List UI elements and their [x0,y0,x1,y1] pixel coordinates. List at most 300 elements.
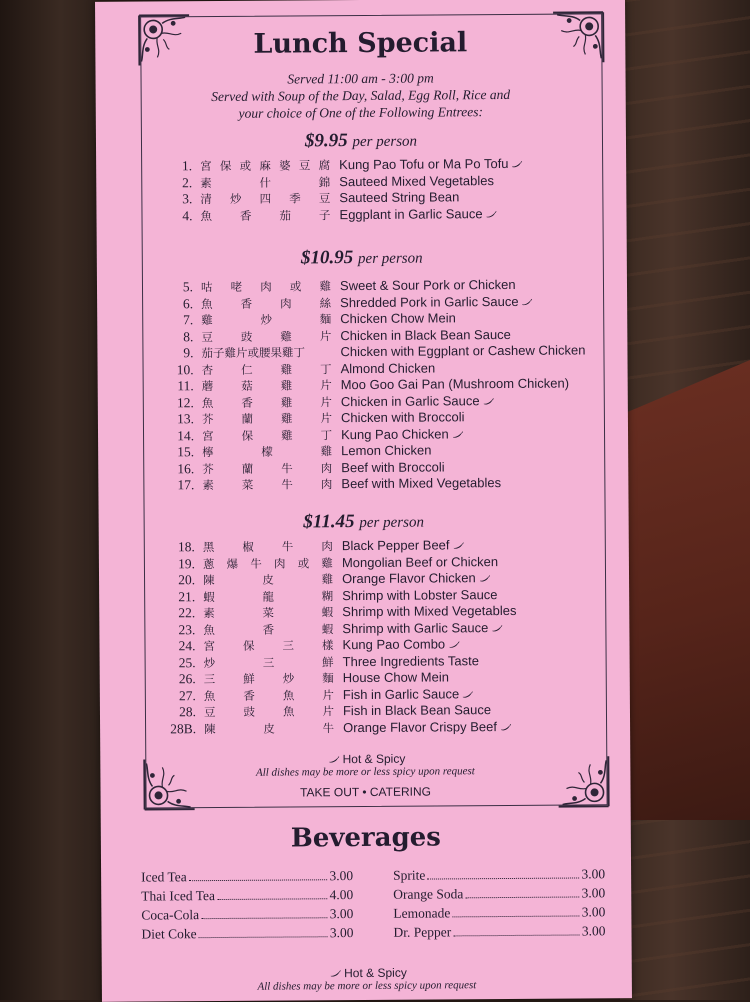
item-english-text: Sauteed Mixed Vegetables [339,172,494,189]
pepper-icon [522,298,533,305]
item-english-name [341,376,569,393]
item-english-name [339,156,522,172]
menu-page [95,0,632,1002]
item-english-text: Kung Pao Combo [342,636,446,653]
item-number: 5. [182,279,194,295]
item-english-text: Chicken Chow Mein [340,310,456,327]
item-number: 1. [181,158,193,174]
item-number: 10. [176,361,194,377]
beverage-name: Thai Iced Tea [141,888,216,904]
chinese-char: 豆 [298,158,311,173]
chinese-char: 絲 [319,295,332,310]
chinese-char: 什 [259,175,272,190]
item-english-name [342,570,490,586]
item-number: 13. [176,411,194,427]
chinese-char: 陳 [204,721,216,736]
item-chinese-name [202,410,332,427]
item-chinese-name [201,278,331,295]
item-english-name [342,537,464,553]
chinese-char: 魚 [282,704,295,719]
intro-line-3: your choice of One of the Following Entrees: [238,104,483,121]
price-value: $10.95 [300,247,354,269]
chinese-char: 素 [202,478,214,493]
chinese-char: 肉 [280,295,292,311]
chinese-char: 炒 [282,671,295,686]
dot-leader [427,877,579,879]
intro-line-2: Served with Soup of the Day, Salad, Egg Roll, Rice and [211,86,511,105]
dot-leader [201,917,328,919]
chinese-char: 椒 [242,539,254,554]
chinese-char: 雞 [280,361,293,377]
item-number: 27. [178,687,196,703]
dot-leader [452,915,579,917]
item-number: 22. [178,605,196,621]
chinese-char: 樣 [321,638,334,653]
item-number: 19. [178,555,195,571]
per-person-label: per person [352,133,418,151]
item-number: 23. [178,621,196,637]
chinese-char: 皮 [263,721,275,736]
price-value: $9.95 [304,130,348,152]
item-number: 18. [177,539,195,555]
item-english-name [343,702,491,718]
chinese-char: 芥 [201,412,214,427]
beverage-name: Diet Coke [141,926,197,942]
item-number: 2. [182,174,193,190]
item-english-text: Kung Pao Chicken [340,425,449,442]
item-chinese-name [203,621,333,638]
item-number: 20. [178,572,196,588]
item-number: 17. [177,477,195,493]
per-person-label: per person [357,250,423,268]
beverage-name: Lemonade [393,905,451,921]
chinese-char: 肉 [320,477,333,492]
item-number: 21. [178,588,196,604]
chinese-char: 丁 [320,427,333,442]
item-english-name [341,360,436,376]
chinese-char: 蘑 [201,379,214,394]
item-english-text: Lemon Chicken [341,442,432,459]
item-english-name [343,686,473,702]
spicy-request-note: All dishes may be more or less spicy upon request [255,765,475,779]
item-chinese-name [204,670,334,687]
item-english-text: Chicken in Black Bean Sauce [340,326,511,343]
chinese-char: 檸 [202,445,214,460]
item-chinese-name [200,174,330,191]
beverage-name: Iced Tea [141,869,187,885]
chinese-char: 蝦 [203,589,215,604]
item-english-text: Shredded Pork in Garlic Sauce [340,293,519,310]
chinese-char: 子 [318,207,331,222]
chinese-char: 片 [320,378,332,393]
beverage-name: Orange Soda [393,886,464,902]
chinese-char: 爆 [226,556,239,571]
chinese-char: 魚 [282,687,295,703]
chinese-char: 牛 [281,477,293,492]
chinese-char: 鮮 [243,671,255,686]
chinese-char: 豉 [243,704,256,719]
chinese-char: 牛 [322,720,335,735]
item-english-text: Chicken with Eggplant or Cashew Chicken [340,342,586,360]
chinese-char: 咕 [200,280,213,295]
item-number: 14. [177,427,195,443]
item-chinese-name [204,654,334,671]
chinese-char: 三 [262,655,275,670]
item-english-name [340,310,456,326]
beverages-title: Beverages [290,822,441,854]
chinese-char: 蘭 [241,411,253,426]
chinese-char: 皮 [262,572,274,587]
chinese-char: 清 [200,192,212,207]
menu-item-list [97,276,628,494]
item-chinese-name [200,207,330,224]
pepper-icon [479,575,490,582]
chinese-char: 雞 [280,394,293,410]
dot-leader [199,936,328,938]
chinese-char: 片 [322,687,334,702]
item-english-name [343,718,511,734]
chinese-char: 糊 [321,588,334,603]
chinese-char: 陳 [202,573,215,588]
serving-hours: Served 11:00 am - 3:00 pm [287,70,434,87]
item-english-text: Orange Flavor Crispy Beef [343,718,498,735]
chinese-char: 鮮 [322,654,334,669]
chinese-char: 魚 [200,208,213,223]
chinese-char: 或 [239,158,252,173]
item-chinese-name [201,311,331,328]
item-english-name [340,326,511,342]
beverage-item [141,868,353,885]
item-english-name [339,173,494,189]
chinese-char: 三 [203,672,216,687]
item-english-text: Eggplant in Garlic Sauce [339,205,483,222]
item-chinese-name [203,555,333,572]
item-english-name [342,636,459,652]
pepper-icon [448,641,459,648]
chinese-char: 魚 [201,296,213,311]
chinese-char: 四 [259,191,272,206]
item-number: 6. [182,295,194,311]
chinese-char: 龍 [262,589,274,604]
price-heading [96,128,626,154]
chinese-char: 宮 [203,639,216,654]
chinese-char: 宮 [200,159,212,174]
item-chinese-name [203,604,333,621]
chinese-char: 豉 [240,329,253,344]
chinese-char: 魚 [201,395,214,410]
item-english-text: Almond Chicken [340,359,436,376]
item-english-text: Fish in Garlic Sauce [342,685,460,702]
beverage-price: 4.00 [329,887,354,903]
chinese-char: 魚 [203,688,216,703]
item-english-text: Orange Flavor Chicken [341,570,476,587]
chinese-char: 炒 [260,312,273,327]
beverage-name: Sprite [393,867,426,883]
chinese-char: 香 [240,296,253,311]
chinese-char: 麵 [322,671,334,686]
pepper-icon [452,431,463,438]
chinese-char: 牛 [281,460,293,476]
hot-spicy-label: Hot & Spicy [342,751,406,767]
item-chinese-name [204,687,334,704]
item-english-text: Beef with Broccoli [341,458,445,475]
chinese-char: 魚 [203,622,215,637]
chinese-char: 保 [219,158,232,173]
chinese-char: 肉 [273,556,286,571]
per-person-label: per person [359,514,424,532]
item-number: 8. [183,328,194,344]
chinese-char: 肉 [321,539,333,554]
item-english-text: Kung Pao Tofu or Ma Po Tofu [339,155,509,173]
chinese-char: 雞 [319,279,332,294]
chinese-char: 片 [320,411,332,426]
item-chinese-name [202,476,332,493]
chinese-char: 雞 [321,572,334,587]
item-number: 7. [183,312,194,328]
beverage-item [393,866,605,883]
dot-leader [453,934,580,936]
beverage-name: Coca-Cola [141,907,200,923]
beverage-item [141,906,353,923]
chinese-char: 片 [319,328,332,343]
item-english-text: Shrimp with Mixed Vegetables [342,602,517,620]
menu-item-list [99,536,630,738]
chinese-char: 香 [239,208,252,223]
item-chinese-name [202,460,332,477]
chinese-char: 菇 [241,378,253,393]
chinese-char: 片 [322,704,335,719]
chinese-char: 牛 [281,539,294,554]
pepper-icon [328,756,339,763]
spicy-request-note: All dishes may be more or less spicy upon request [257,979,477,993]
pepper-icon [483,398,494,405]
item-chinese-name [202,361,332,378]
chinese-char: 片 [320,394,332,409]
beverage-item [393,923,605,940]
chinese-char: 肉 [320,460,333,475]
item-english-name [342,554,498,570]
pepper-icon [491,625,502,632]
chinese-char: 丁 [320,361,332,376]
chinese-char: 菜 [241,477,254,492]
chinese-char: 素 [203,606,215,621]
chinese-char: 杏 [201,362,214,377]
chinese-char: 三 [282,638,295,653]
beverage-price: 3.00 [329,868,354,884]
item-english-name [342,620,502,636]
beverage-name: Dr. Pepper [393,924,452,940]
dot-leader [189,879,328,881]
wood-chair-edge [620,360,750,820]
item-english-text: Chicken with Broccoli [340,409,465,426]
beverage-price: 3.00 [581,866,606,882]
chinese-char: 素 [200,175,212,190]
item-english-text: Chicken in Garlic Sauce [340,392,480,409]
pepper-icon [500,724,511,731]
chinese-char: 茄 [279,207,292,223]
beverage-item [393,885,605,902]
chinese-char: 雞 [321,555,333,570]
item-chinese-name [203,588,333,605]
item-chinese-name [200,157,330,174]
item-number: 16. [177,460,195,476]
beverage-item [393,904,605,921]
chinese-char: 保 [242,638,255,653]
item-number: 4. [182,207,193,223]
chinese-char: 炒 [229,191,242,206]
item-chinese-name [203,637,333,654]
item-english-name [340,277,516,293]
item-english-name [341,459,444,475]
beverage-price: 3.00 [329,906,354,922]
item-english-text: Mongolian Beef or Chicken [341,553,499,570]
chinese-char: 蝦 [321,605,334,620]
price-heading [99,509,629,535]
pepper-icon [330,970,341,977]
chinese-char: 錦 [318,174,331,189]
chinese-char: 或 [297,555,310,570]
spicy-legend [100,750,630,780]
chinese-char: 香 [241,395,253,410]
chinese-char: 茄子雞片或腰果雞丁 [201,345,306,361]
item-chinese-name [202,394,332,411]
item-number: 15. [177,444,195,460]
chinese-char: 雞 [320,444,333,459]
dot-leader [465,896,579,898]
item-english-text: Three Ingredients Taste [342,652,480,669]
chinese-char: 香 [262,622,275,637]
item-english-name [341,409,465,425]
chinese-char: 蔥 [202,556,215,571]
pepper-icon [452,542,463,549]
item-chinese-name [202,377,332,394]
chinese-char: 婆 [279,158,291,173]
chinese-char: 芥 [202,461,214,476]
chinese-char: 或 [289,279,302,294]
beverage-price: 3.00 [329,925,354,941]
chinese-char: 豆 [203,705,216,720]
chinese-char: 咾 [230,279,243,294]
item-number: 11. [177,378,194,394]
item-chinese-name [204,703,334,720]
chinese-char: 炒 [203,655,216,670]
item-english-name [341,393,494,409]
item-english-name [340,342,585,359]
chinese-char: 雞 [280,427,293,443]
pepper-icon [486,211,497,218]
chinese-char: 香 [243,688,255,703]
chinese-char: 保 [241,428,254,443]
table-surface-left [0,0,100,1000]
spicy-legend-bottom [102,964,632,994]
chinese-char: 牛 [250,556,262,571]
item-english-name [341,475,501,491]
item-english-name [341,443,431,459]
beverage-price: 3.00 [581,885,606,901]
lunch-intro [95,68,625,123]
chinese-char: 麻 [259,158,271,173]
chinese-char: 腐 [318,158,331,173]
chinese-char: 豆 [201,329,213,344]
chinese-char: 雞 [280,411,293,426]
item-english-text: Fish in Black Bean Sauce [342,702,492,719]
chinese-char: 雞 [280,328,292,344]
item-english-name [342,587,497,603]
chinese-char: 檬 [261,444,273,459]
item-english-name [341,426,463,442]
item-chinese-name [201,328,331,345]
item-chinese-name [201,344,331,361]
beverage-item [141,887,353,904]
chinese-char: 雞 [201,313,213,328]
takeout-catering: TAKE OUT • CATERING [300,784,432,800]
chinese-char: 麵 [319,312,332,327]
chinese-char: 蘭 [241,461,254,476]
item-chinese-name [200,190,330,207]
item-number: 26. [178,671,196,687]
hot-spicy-label: Hot & Spicy [344,965,407,981]
item-number: 25. [178,654,196,670]
item-english-text: Sweet & Sour Pork or Chicken [339,276,516,294]
item-english-name [343,653,479,669]
chinese-char: 宮 [201,428,214,443]
lunch-special-title: Lunch Special [253,27,468,60]
item-chinese-name [202,427,332,444]
chinese-char: 黑 [202,540,215,555]
item-english-text: Moo Goo Gai Pan (Mushroom Chicken) [340,375,570,393]
beverage-price: 3.00 [581,923,606,939]
item-chinese-name [202,443,332,460]
item-english-text: Shrimp with Garlic Sauce [342,619,489,636]
price-value: $11.45 [303,511,355,533]
dot-leader [217,898,328,900]
item-number: 3. [182,191,193,207]
item-english-name [342,603,516,619]
item-chinese-name [203,538,333,555]
item-chinese-name [204,720,334,737]
pepper-icon [511,161,522,168]
pepper-icon [462,691,473,698]
item-number: 28B. [170,720,197,736]
item-english-text: Beef with Mixed Vegetables [341,475,502,492]
item-english-text: Sauteed String Bean [339,189,460,206]
item-chinese-name [203,571,333,588]
menu-item-list [96,155,626,225]
item-english-name [343,669,449,685]
item-english-text: House Chow Mein [342,669,449,686]
item-english-name [340,293,533,309]
chinese-char: 季 [289,191,301,206]
item-number: 28. [179,704,197,720]
item-english-name [339,189,459,205]
item-number: 9. [183,345,194,361]
chinese-char: 肉 [260,279,272,294]
item-number: 24. [178,638,196,654]
price-heading [97,245,627,271]
beverage-item [141,925,353,942]
chinese-char: 蝦 [321,621,334,636]
item-english-name [339,206,496,222]
item-number: 12. [176,394,194,410]
beverage-price: 3.00 [581,904,606,920]
item-chinese-name [201,295,331,312]
chinese-char: 雞 [280,378,293,393]
item-english-text: Black Pepper Beef [341,537,450,554]
chinese-char: 菜 [262,605,275,620]
chinese-char: 仁 [241,362,253,377]
item-english-text: Shrimp with Lobster Sauce [342,586,498,603]
chinese-char: 豆 [318,191,331,206]
